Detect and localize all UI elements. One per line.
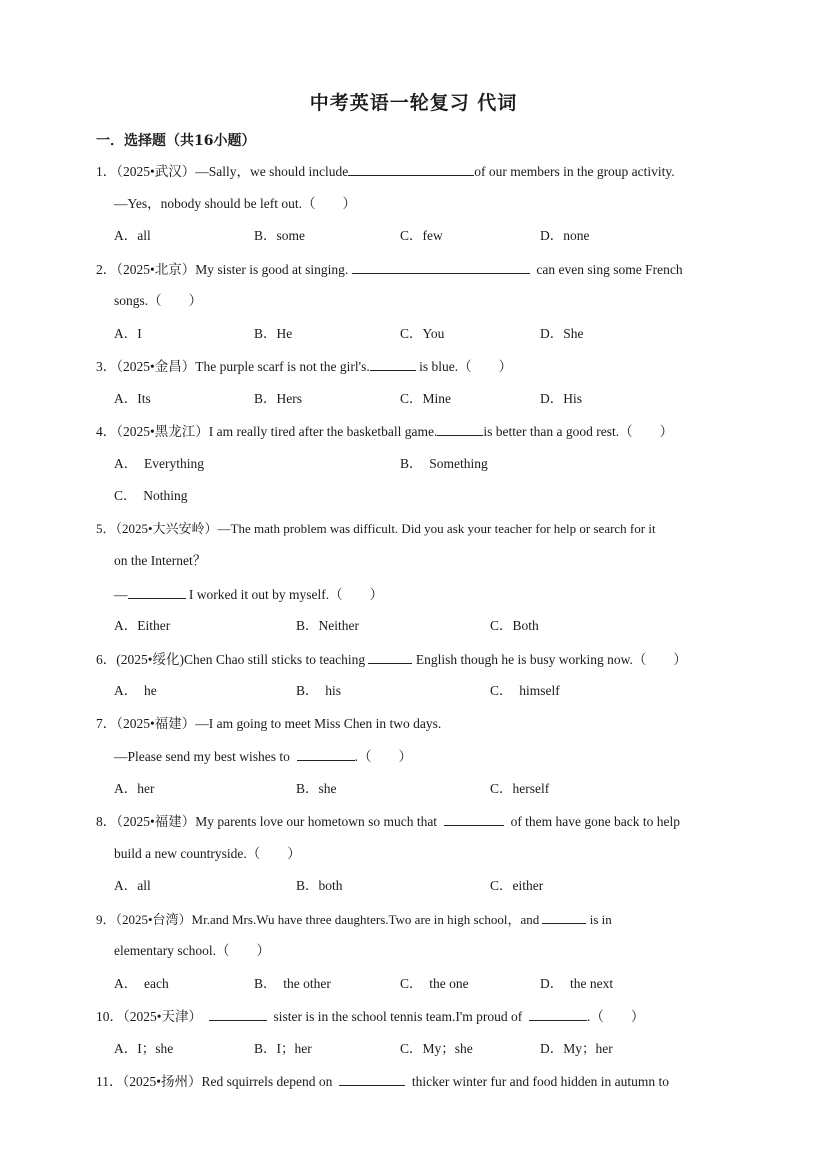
question-10-stem: 10．（2025•天津） [96, 1009, 202, 1024]
option-d: D．She [540, 326, 584, 341]
question-2-stem: 2．（2025•北京）My sister is good at singing. [96, 262, 349, 277]
question-6-stem-end: English though he is busy working now.（ ） [415, 652, 687, 667]
question-11-stem: 11．（2025•扬州）Red squirrels depend on [96, 1074, 333, 1089]
question-8-stem-end: of them have gone back to help [510, 814, 681, 829]
option-c: C． himself [490, 683, 560, 698]
question-2-continued: songs.（ ） [114, 293, 203, 308]
page-title: 中考英语一轮复习 代词 [309, 92, 518, 114]
question-5-continued: on the Internet？ [114, 553, 207, 568]
option-b: B．I；her [254, 1041, 312, 1056]
question-9 [96, 909, 736, 929]
question-4 [96, 421, 736, 441]
question-10 [96, 1006, 736, 1026]
option-b: B．He [254, 326, 293, 341]
option-c: C．either [490, 878, 544, 893]
option-a: A． Everything [114, 456, 204, 471]
option-b: B．she [296, 781, 337, 796]
option-c: C．Both [490, 618, 539, 633]
question-8 [96, 811, 736, 831]
option-d: D．none [540, 228, 590, 243]
question-11 [96, 1071, 736, 1091]
option-a: A．her [114, 781, 155, 796]
question-5-reply-end: I worked it out by myself.（ ） [188, 587, 384, 602]
option-c: C． the one [400, 976, 469, 991]
question-5-dash: — [114, 587, 128, 602]
question-4-stem-end: is better than a good rest.（ ） [483, 424, 674, 439]
option-c: C．Mine [400, 391, 452, 406]
question-1-reply: —Yes，nobody should be left out.（ ） [114, 196, 357, 211]
option-d: D． the next [540, 976, 614, 991]
question-1-stem-end: of our members in the group activity. [474, 164, 675, 179]
question-10-stem-end: .（ ） [587, 1009, 645, 1024]
answer-blank [542, 909, 586, 924]
question-5-reply [114, 584, 754, 604]
option-c: C． Nothing [114, 488, 188, 503]
answer-blank [529, 1006, 587, 1021]
question-2 [96, 259, 736, 279]
answer-blank [352, 259, 530, 274]
question-5: 5．（2025•大兴安岭）—The math problem was difficult. Did you ask your teacher for help or search for it [96, 521, 656, 536]
question-7-reply [114, 746, 754, 766]
option-a: A． he [114, 683, 157, 698]
answer-blank [209, 1006, 267, 1021]
answer-blank [297, 746, 355, 761]
question-8-stem: 8．（2025•福建）My parents love our hometown so much that [96, 814, 438, 829]
question-1-stem: 1．（2025•武汉）—Sally，we should include [96, 164, 349, 179]
question-4-stem: 4．（2025•黑龙江）I am really tired after the basketball game. [96, 424, 438, 439]
answer-blank [339, 1071, 405, 1086]
question-3-stem: 3．（2025•金昌）The purple scarf is not the girl's. [96, 359, 370, 374]
question-6 [96, 649, 736, 669]
answer-blank [437, 421, 483, 436]
option-b: B．Hers [254, 391, 302, 406]
question-7: 7．（2025•福建）—I am going to meet Miss Chen in two days. [96, 716, 442, 731]
option-c: C．few [400, 228, 443, 243]
section-heading: 一．选择题（共16小题） [96, 133, 256, 149]
question-3-stem-end: is blue.（ ） [419, 359, 513, 374]
option-b: B． his [296, 683, 342, 698]
answer-blank [444, 811, 504, 826]
answer-blank [370, 356, 416, 371]
option-a: A．Either [114, 618, 171, 633]
option-d: D．His [540, 391, 583, 406]
option-c: C．My；she [400, 1041, 473, 1056]
option-a: A．all [114, 228, 151, 243]
answer-blank [128, 584, 186, 599]
answer-blank [348, 161, 474, 176]
option-a: A．I [114, 326, 142, 341]
question-6-stem: 6．(2025•绥化)Chen Chao still sticks to teaching [96, 652, 366, 667]
option-a: A．I；she [114, 1041, 174, 1056]
question-10-stem-mid: sister is in the school tennis team.I'm proud of [273, 1009, 523, 1024]
question-1 [96, 161, 736, 181]
question-8-continued: build a new countryside.（ ） [114, 846, 301, 861]
option-c: C．herself [490, 781, 550, 796]
option-b: B．some [254, 228, 306, 243]
question-9-stem: 9．（2025•台湾）Mr.and Mrs.Wu have three daughters.Two are in high school，and [96, 912, 540, 927]
option-b: B． Something [400, 456, 488, 471]
option-b: B． the other [254, 976, 331, 991]
option-a: A．all [114, 878, 151, 893]
question-11-stem-end: thicker winter fur and food hidden in autumn to [411, 1074, 670, 1089]
question-3 [96, 356, 736, 376]
question-2-stem-end: can even sing some French [536, 262, 683, 277]
option-b: B．Neither [296, 618, 359, 633]
question-7-reply-end: .（ ） [354, 749, 412, 764]
option-b: B．both [296, 878, 343, 893]
option-d: D．My；her [540, 1041, 613, 1056]
question-9-stem-end: is in [589, 912, 612, 927]
question-9-continued: elementary school.（ ） [114, 943, 270, 958]
option-a: A．Its [114, 391, 151, 406]
option-c: C．You [400, 326, 445, 341]
option-a: A． each [114, 976, 169, 991]
question-7-reply-stem: —Please send my best wishes to [114, 749, 290, 764]
answer-blank [368, 649, 412, 664]
